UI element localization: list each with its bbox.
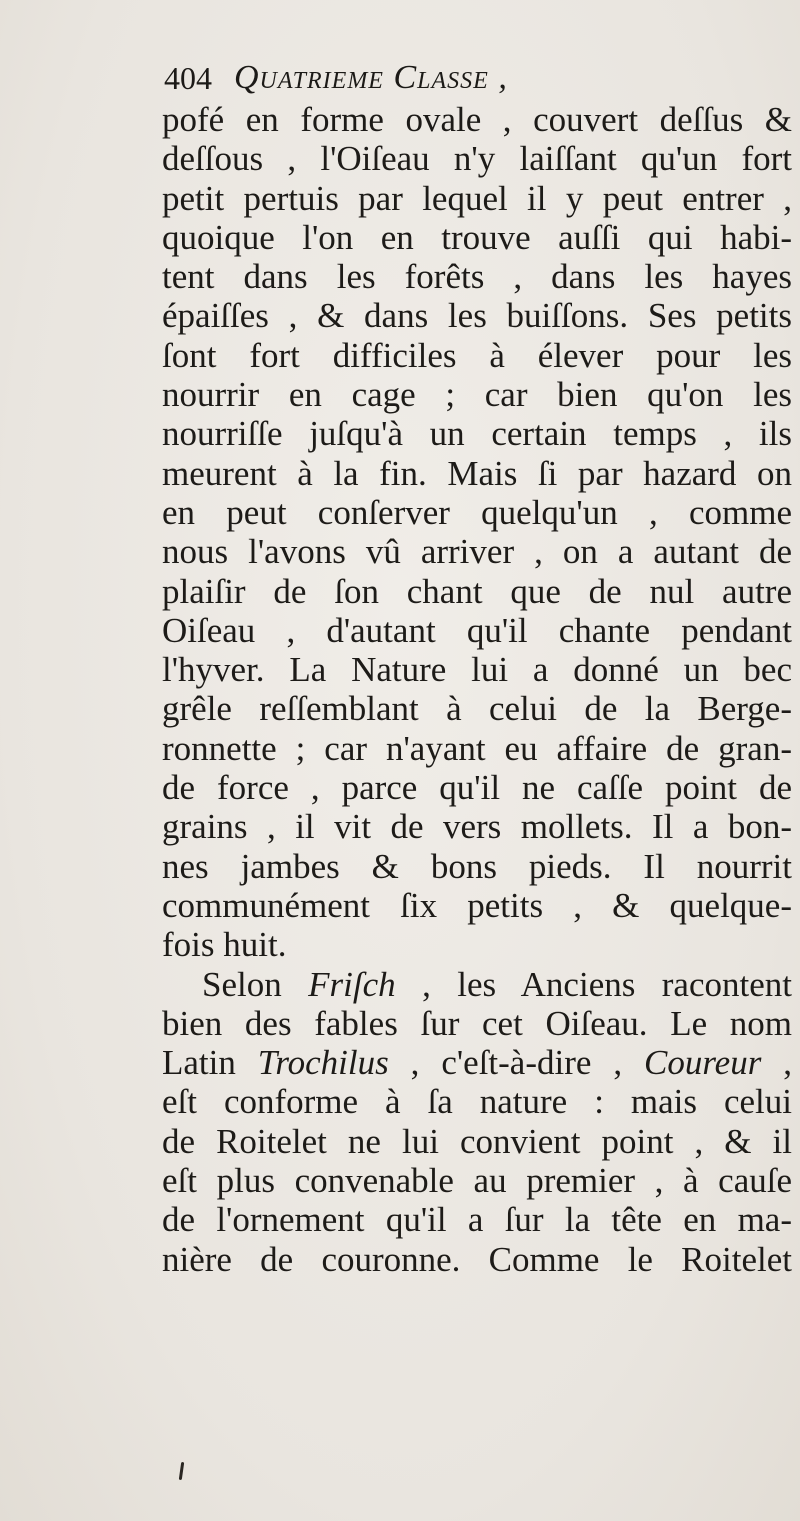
translation-italic: Coureur — [644, 1043, 762, 1083]
text-line: nière de couronne. Comme le Roitelet — [162, 1239, 792, 1279]
author-name-italic: Friſch — [308, 964, 396, 1004]
text-line: tent dans les forêts , dans les hayes — [162, 257, 792, 297]
body-text — [162, 100, 792, 1279]
text-line: épaiſſes , & dans les buiſſons. Ses petits — [162, 296, 792, 336]
text-line: grêle reſſemblant à celui de la Berge- — [162, 689, 792, 729]
text-line: nourriſſe juſqu'à un certain temps , ils — [162, 414, 792, 454]
text-line: l'hyver. La Nature lui a donné un bec — [162, 650, 792, 690]
text-line: de l'ornement qu'il a ſur la tête en ma- — [162, 1200, 792, 1240]
text-run: Selon — [202, 964, 309, 1004]
text-run: Latin — [162, 1043, 258, 1083]
paragraph-first-line — [162, 965, 792, 1004]
text-line: pofé en forme ovale , couvert deſſus & — [162, 100, 792, 139]
text-line: deſſous , l'Oiſeau n'y laiſſant qu'un fort — [162, 139, 792, 179]
latin-name-italic: Trochilus — [257, 1043, 389, 1083]
ink-mark — [179, 1462, 184, 1480]
text-line: nes jambes & bons pieds. Il nourrit — [162, 846, 792, 886]
text-line: Oiſeau , d'autant qu'il chante pendant — [162, 610, 792, 650]
text-line: nourrir en cage ; car bien qu'on les — [162, 375, 792, 415]
text-line: eſt plus convenable au premier , à cauſe — [162, 1161, 792, 1201]
text-line: petit pertuis par lequel il y peut entrer , — [162, 178, 792, 218]
text-line: nous l'avons vû arriver , on a autant de — [162, 532, 792, 572]
text-line: bien des fables ſur cet Oiſeau. Le nom — [162, 1003, 792, 1043]
text-run: , les Anciens racontent — [395, 964, 792, 1004]
text-run: , c'eſt-à-dire , — [388, 1043, 644, 1083]
text-line: de Roitelet ne lui convient point , & il — [162, 1121, 792, 1161]
text-line: quoique l'on en trouve auſſi qui habi- — [162, 217, 792, 257]
text-line: de force , parce qu'il ne caſſe point de — [162, 768, 792, 808]
text-line: meurent à la fin. Mais ſi par hazard on — [162, 453, 792, 493]
text-line: ronnette ; car n'ayant eu affaire de gran- — [162, 728, 792, 768]
page-number: 404 — [164, 60, 212, 96]
text-line: plaiſir de ſon chant que de nul autre — [162, 571, 792, 611]
text-line: grains , il vit de vers mollets. Il a bon- — [162, 807, 792, 847]
text-line: communément ſix petits , & quelque- — [162, 885, 792, 925]
text-run: , — [761, 1043, 792, 1083]
text-line: eſt conforme à ſa nature : mais celui — [162, 1082, 792, 1122]
running-title: Quatrieme Classe , — [234, 59, 508, 96]
text-line — [162, 1043, 792, 1082]
text-line: ſont fort difficiles à élever pour les — [162, 335, 792, 375]
text-line: fois huit. — [162, 925, 287, 965]
page-header — [164, 56, 764, 100]
text-line: en peut conſerver quelqu'un , comme — [162, 492, 792, 532]
